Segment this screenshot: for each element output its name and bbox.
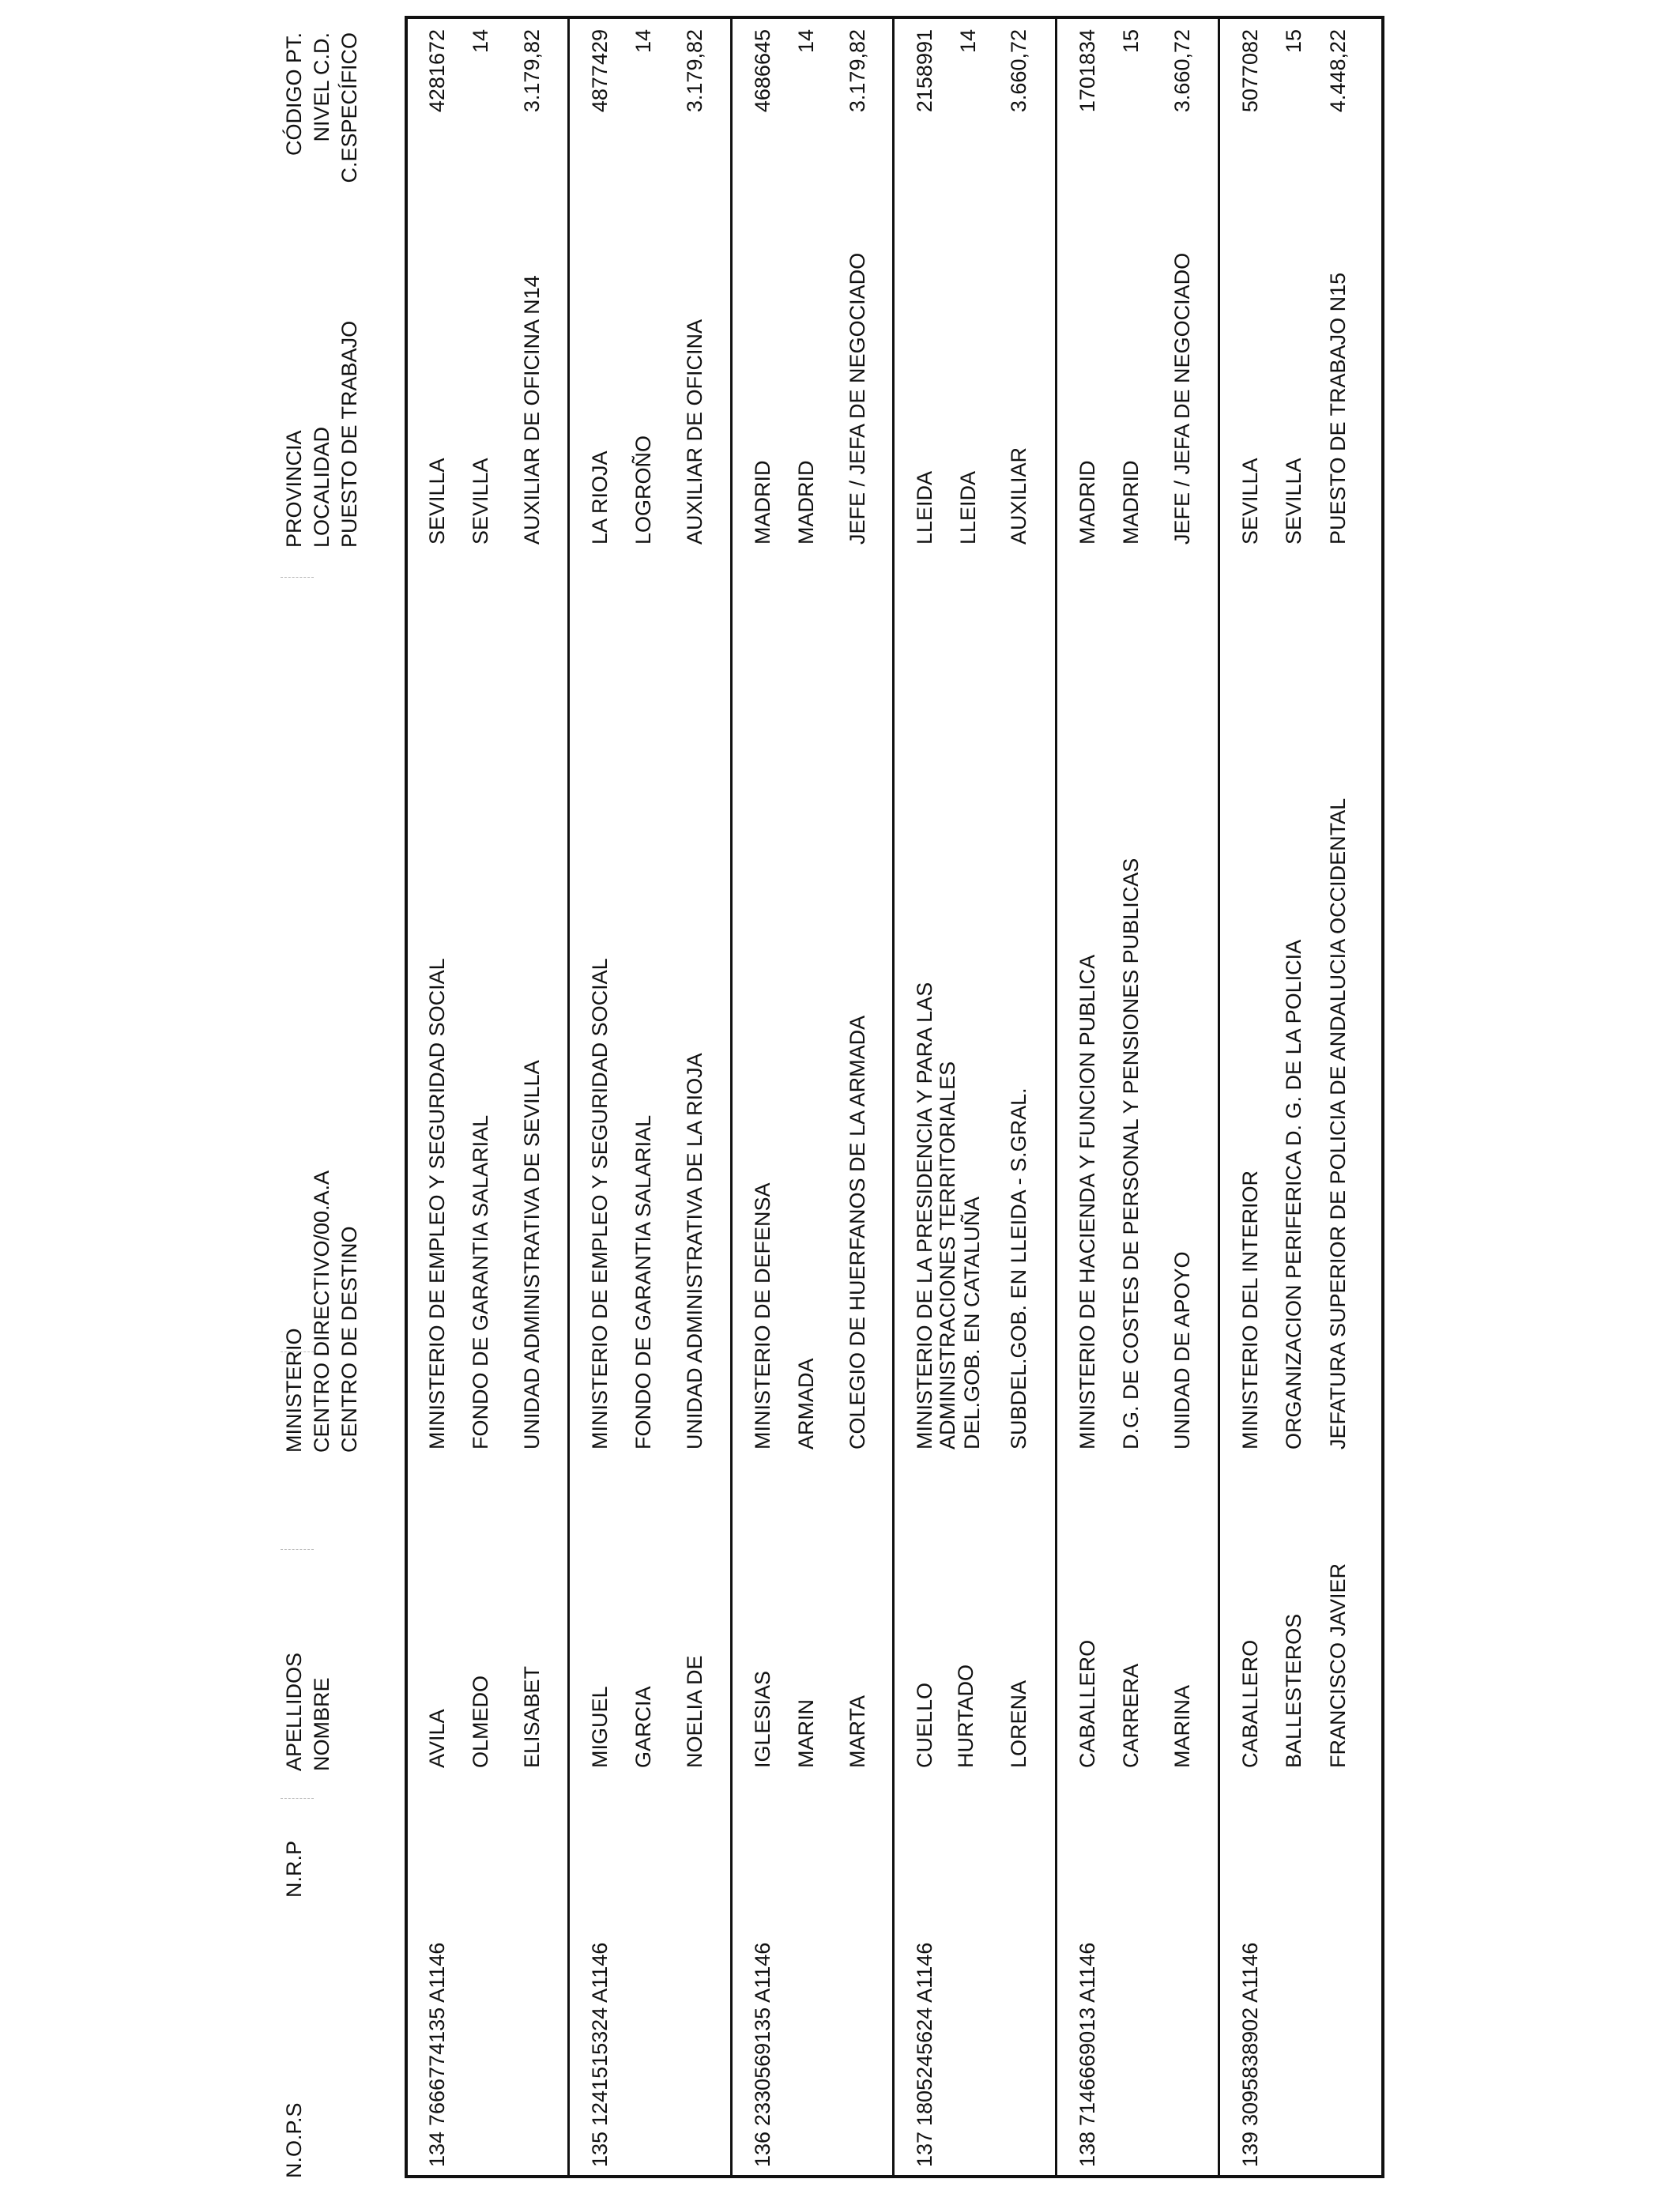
header-especifico-line: C.ESPECÍFICO	[337, 32, 361, 183]
header-puesto-line: PUESTO DE TRABAJO	[337, 320, 361, 548]
header-nrp	[281, 1841, 308, 1898]
row-separator	[567, 19, 570, 2175]
row-nops: 137	[913, 2131, 936, 2167]
row-first-name: FRANCISCO JAVIER	[1326, 1563, 1350, 1768]
row-nrp: 2330569135 A1146	[751, 1942, 774, 2126]
header-localidad-line: LOCALIDAD	[310, 426, 333, 548]
row-province: LA RIOJA	[588, 450, 612, 545]
header-provincia-line: PROVINCIA	[282, 430, 306, 548]
row-post-code: 4877429	[588, 29, 612, 113]
row-job-post: JEFE / JEFA DE NEGOCIADO	[846, 252, 869, 545]
records-table	[405, 16, 1384, 2178]
row-locality: MADRID	[1119, 460, 1143, 545]
row-locality: SEVILLA	[469, 458, 492, 545]
row-post-code: 2158991	[913, 29, 936, 113]
header-guide	[281, 1351, 314, 1352]
row-surname-2: BALLESTEROS	[1282, 1613, 1305, 1768]
row-surname-2: OLMEDO	[469, 1675, 492, 1768]
row-destination-center: SUBDEL.GOB. EN LLEIDA - S.GRAL.	[1007, 1088, 1030, 1449]
row-specific-complement: 3.179,82	[846, 29, 869, 113]
row-locality: MADRID	[794, 460, 818, 545]
header-nivel-line: NIVEL C.D.	[310, 32, 333, 142]
row-surname-1: CABALLERO	[1238, 1639, 1262, 1768]
row-nops: 134	[425, 2131, 449, 2167]
row-destination-center: COLEGIO DE HUERFANOS DE LA ARMADA	[846, 1015, 869, 1449]
row-post-code: 4281672	[425, 29, 449, 113]
row-surname-2: GARCIA	[631, 1686, 655, 1768]
row-nrp: 3095838902 A1146	[1238, 1942, 1262, 2126]
header-provincia	[281, 321, 363, 548]
row-nrp: 1241515324 A1146	[588, 1942, 612, 2126]
row-separator	[730, 19, 733, 2175]
row-destination-center: UNIDAD DE APOYO	[1170, 1251, 1194, 1449]
header-nops	[281, 2102, 308, 2178]
row-level: 14	[794, 29, 818, 54]
row-separator	[892, 19, 895, 2175]
row-job-post: AUXILIAR DE OFICINA N14	[520, 275, 544, 545]
row-job-post: JEFE / JEFA DE NEGOCIADO	[1170, 252, 1194, 545]
row-level: 15	[1282, 29, 1305, 54]
row-ministry: MINISTERIO DE HACIENDA Y FUNCION PUBLICA	[1075, 954, 1099, 1449]
row-surname-1: CUELLO	[913, 1682, 936, 1768]
row-surname-2: CARRERA	[1119, 1663, 1143, 1768]
header-apellidos-line: APELLIDOS	[282, 1652, 306, 1771]
row-level: 15	[1119, 29, 1143, 54]
row-nrp: 7666774135 A1146	[425, 1942, 449, 2126]
row-locality: LLEIDA	[956, 470, 980, 545]
row-province: SEVILLA	[425, 458, 449, 545]
row-destination-center: UNIDAD ADMINISTRATIVA DE LA RIOJA	[683, 1053, 706, 1449]
row-province: MADRID	[751, 460, 774, 545]
row-surname-1: CABALLERO	[1075, 1639, 1099, 1768]
row-ministry: MINISTERIO DE EMPLEO Y SEGURIDAD SOCIAL	[425, 958, 449, 1449]
header-nrp-label: N.R.P	[282, 1840, 306, 1898]
row-directive-center: FONDO DE GARANTIA SALARIAL	[469, 1114, 492, 1449]
row-job-post: PUESTO DE TRABAJO N15	[1326, 272, 1350, 545]
row-first-name: MARINA	[1170, 1684, 1194, 1768]
row-ministry: MINISTERIO DE DEFENSA	[751, 1182, 774, 1449]
header-nops-label: N.O.P.S	[282, 2102, 306, 2178]
row-job-post: AUXILIAR DE OFICINA	[683, 319, 706, 545]
row-nops: 138	[1075, 2131, 1099, 2167]
row-specific-complement: 3.660,72	[1170, 29, 1194, 113]
row-surname-1: AVILA	[425, 1709, 449, 1768]
row-directive-center: ORGANIZACION PERIFERICA D. G. DE LA POLICIA	[1282, 939, 1305, 1449]
row-province: MADRID	[1075, 460, 1099, 545]
row-first-name: LORENA	[1007, 1679, 1030, 1768]
header-ministerio-line: MINISTERIO	[282, 1328, 306, 1453]
row-province: LLEIDA	[913, 470, 936, 545]
row-locality: LOGROÑO	[631, 435, 655, 545]
header-centro-destino-line: CENTRO DE DESTINO	[337, 1226, 361, 1453]
row-nops: 136	[751, 2131, 774, 2167]
row-directive-center: D.G. DE COSTES DE PERSONAL Y PENSIONES PUBLICAS	[1119, 858, 1143, 1449]
header-guide	[281, 577, 314, 578]
row-ministry: MINISTERIO DEL INTERIOR	[1238, 1170, 1262, 1449]
row-destination-center: UNIDAD ADMINISTRATIVA DE SEVILLA	[520, 1060, 544, 1449]
header-ministerio	[281, 1171, 363, 1453]
row-surname-1: IGLESIAS	[751, 1670, 774, 1768]
row-post-code: 1701834	[1075, 29, 1099, 113]
row-nops: 139	[1238, 2131, 1262, 2167]
row-first-name: ELISABET	[520, 1665, 544, 1768]
row-post-code: 5077082	[1238, 29, 1262, 113]
header-codigo	[281, 32, 363, 202]
header-codigo-line: CÓDIGO PT.	[282, 32, 306, 156]
header-guide	[281, 1798, 314, 1799]
header-guide	[281, 1549, 314, 1550]
row-nops: 135	[588, 2131, 612, 2167]
header-nombre-line: NOMBRE	[310, 1677, 333, 1771]
row-post-code: 4686645	[751, 29, 774, 113]
header-centro-directivo-line: CENTRO DIRECTIVO/00.A.A	[310, 1170, 333, 1453]
row-level: 14	[631, 29, 655, 54]
row-nrp: 1805245624 A1146	[913, 1942, 936, 2126]
row-separator	[1218, 19, 1220, 2175]
row-directive-center: FONDO DE GARANTIA SALARIAL	[631, 1114, 655, 1449]
row-first-name: NOELIA DE	[683, 1655, 706, 1768]
row-specific-complement: 3.179,82	[520, 29, 544, 113]
row-destination-center: JEFATURA SUPERIOR DE POLICIA DE ANDALUCIA OCCIDENTAL	[1326, 797, 1350, 1449]
row-surname-2: HURTADO	[954, 1664, 977, 1768]
row-first-name: MARTA	[846, 1695, 869, 1768]
row-nrp: 7146669013 A1146	[1075, 1942, 1099, 2126]
row-separator	[1055, 19, 1057, 2175]
row-specific-complement: 4.448,22	[1326, 29, 1350, 113]
row-level: 14	[469, 29, 492, 54]
row-surname-1: MIGUEL	[588, 1686, 612, 1768]
row-level: 14	[956, 29, 980, 54]
row-specific-complement: 3.179,82	[683, 29, 706, 113]
row-directive-center: DEL.GOB. EN CATALUÑA	[960, 1196, 984, 1449]
row-ministry: MINISTERIO DE EMPLEO Y SEGURIDAD SOCIAL	[588, 958, 612, 1449]
row-specific-complement: 3.660,72	[1007, 29, 1030, 113]
row-job-post: AUXILIAR	[1007, 447, 1030, 545]
row-province: SEVILLA	[1238, 458, 1262, 545]
row-surname-2: MARIN	[794, 1699, 818, 1768]
row-locality: SEVILLA	[1282, 458, 1305, 545]
row-directive-center: ARMADA	[794, 1358, 818, 1449]
row-ministry: MINISTERIO DE LA PRESIDENCIA Y PARA LAS ADMINISTRACIONES TERRITORIALES	[913, 982, 959, 1449]
header-apellidos	[281, 1653, 336, 1771]
